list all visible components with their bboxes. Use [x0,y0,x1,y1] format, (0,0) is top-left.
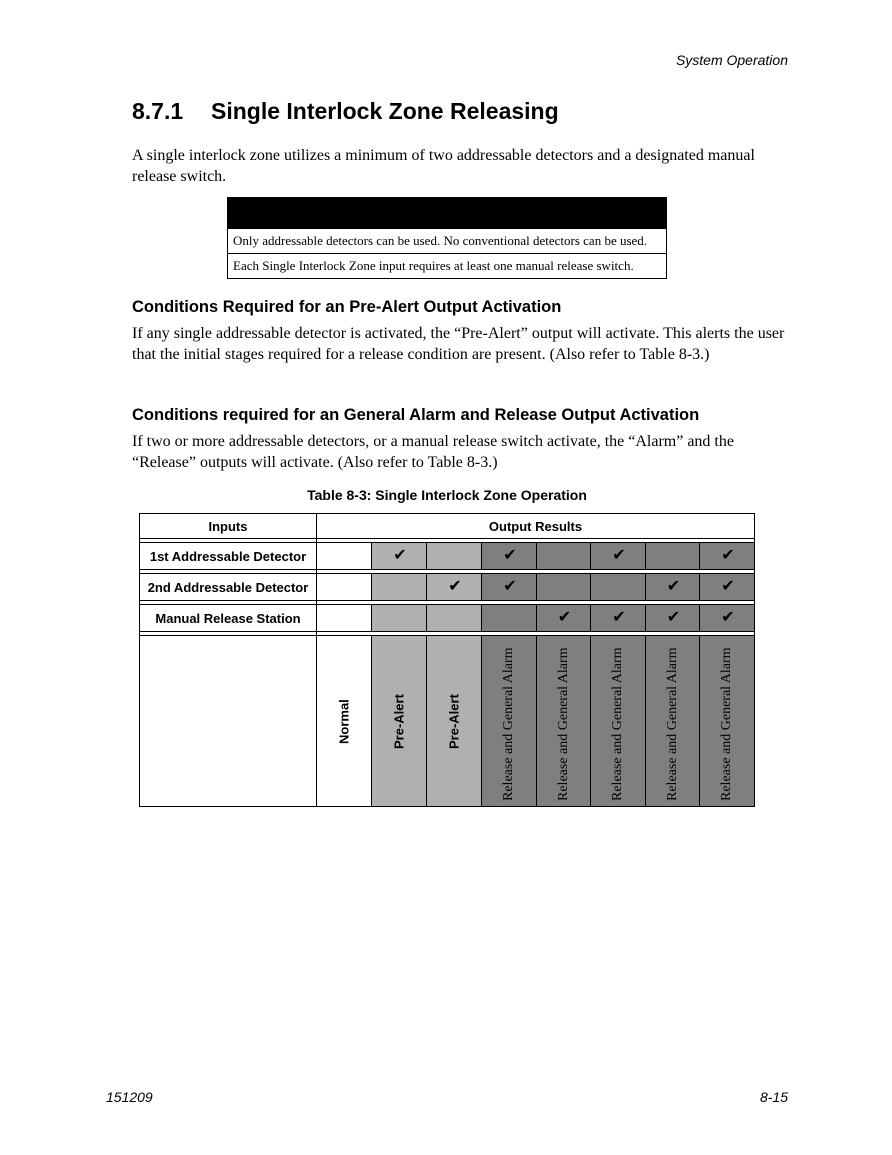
checked-cell [591,605,646,632]
result-label: Release and General Alarm [501,647,516,801]
table-row [140,543,755,570]
note-row: Only addressable detectors can be used. No conventional detectors can be used. [228,228,666,253]
empty-cell [427,605,482,632]
empty-cell [591,574,646,601]
empty-cell [646,543,700,570]
output-results-header: Output Results [317,514,755,539]
intro-paragraph: A single interlock zone utilizes a minimum of two addressable detectors and a designated manual release switch. [132,147,755,185]
table-caption: Table 8-3: Single Interlock Zone Operation [307,487,587,503]
checkmark-icon: ✔ [721,609,735,626]
empty-cell [317,574,372,601]
checked-cell [700,543,755,570]
result-cell [591,636,646,807]
checked-cell [591,543,646,570]
empty-cell [372,574,427,601]
empty-cell [317,605,372,632]
section-title: Single Interlock Zone Releasing [211,98,559,124]
checkmark-icon: ✔ [503,547,517,564]
checked-cell [482,574,537,601]
checkmark-icon: ✔ [612,547,626,564]
checkmark-icon: ✔ [721,547,735,564]
interlock-operation-table [139,513,755,807]
note-box-header [228,198,666,228]
input-label: Manual Release Station [140,605,317,632]
checkmark-icon: ✔ [666,609,681,626]
result-label: Release and General Alarm [664,647,680,801]
result-label: Pre-Alert [391,693,407,749]
results-blank-cell [140,636,317,807]
section-number: 8.7.1 [132,98,184,124]
result-cell [482,636,537,807]
checked-cell [646,605,700,632]
checked-cell [537,605,591,632]
checkmark-icon: ✔ [612,609,626,626]
checkmark-icon: ✔ [448,578,462,595]
checkmark-icon: ✔ [393,547,407,564]
result-label: Pre-Alert [446,693,462,749]
table-header-row [140,514,755,539]
checkmark-icon: ✔ [666,578,681,595]
section-heading [132,98,559,125]
empty-cell [427,543,482,570]
result-label: Normal [336,698,352,744]
result-label: Release and General Alarm [719,647,734,801]
checked-cell [372,543,427,570]
note-row: Each Single Interlock Zone input requires at least one manual release switch. [228,253,666,278]
general-alarm-heading: Conditions required for an General Alarm and Release Output Activation [132,406,700,424]
empty-cell [317,543,372,570]
empty-cell [537,543,591,570]
pre-alert-heading: Conditions Required for an Pre-Alert Output Activation [132,298,562,316]
empty-cell [372,605,427,632]
table-row [140,574,755,601]
result-label: Release and General Alarm [610,647,625,801]
empty-cell [537,574,591,601]
general-alarm-paragraph: If two or more addressable detectors, or a manual release switch activate, the “Alarm” and the “Release” outputs will activate. (Also refer to Table 8-3.) [132,433,734,471]
checkmark-icon: ✔ [503,578,517,595]
input-label: 1st Addressable Detector [140,543,317,570]
note-box [227,197,667,279]
empty-cell [482,605,537,632]
checked-cell [646,574,700,601]
input-label: 2nd Addressable Detector [140,574,317,601]
checked-cell [700,605,755,632]
checked-cell [482,543,537,570]
checkmark-icon: ✔ [721,578,735,595]
checked-cell [700,574,755,601]
page-number: 8-15 [759,1089,788,1105]
checked-cell [427,574,482,601]
pre-alert-paragraph: If any single addressable detector is activated, the “Pre-Alert” output will activate. This alerts the user that the initial stages required for a release condition are present. (Also refer to Table 8-3.) [132,325,785,363]
table-row [140,605,755,632]
result-cell [646,636,700,807]
running-header: System Operation [675,52,788,68]
results-row [140,636,755,807]
doc-number: 151209 [106,1089,153,1105]
result-cell [700,636,755,807]
inputs-header: Inputs [140,514,317,539]
result-cell [317,636,372,807]
result-cell [537,636,591,807]
checkmark-icon: ✔ [557,609,572,626]
result-label: Release and General Alarm [555,647,571,801]
result-cell [427,636,482,807]
result-cell [372,636,427,807]
